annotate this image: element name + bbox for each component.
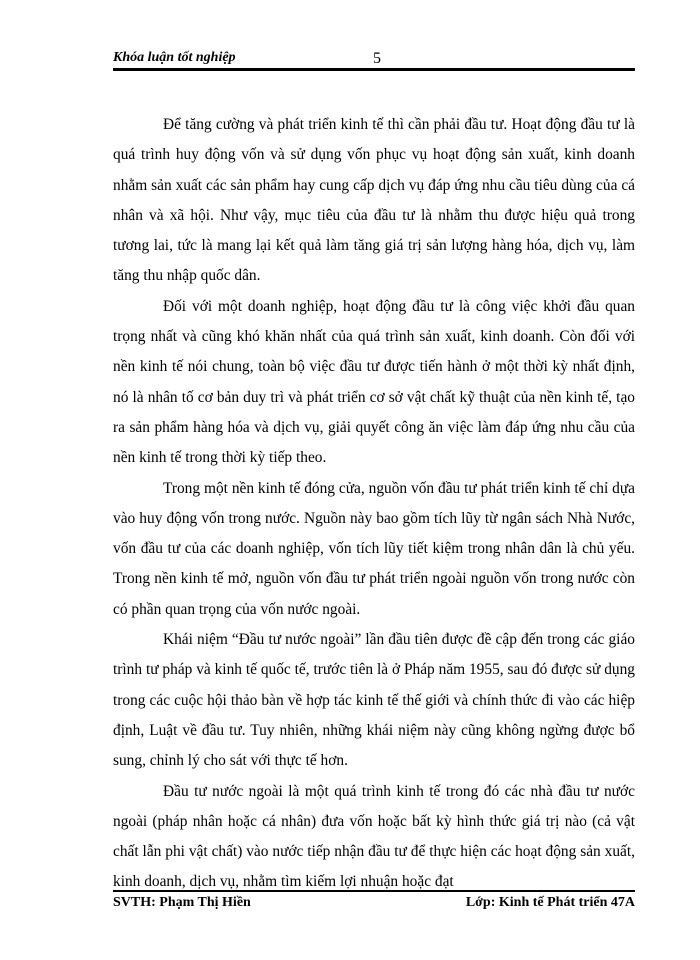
footer-class: Lớp: Kinh tế Phát triển 47A (465, 895, 635, 910)
paragraph-3: Trong một nền kinh tế đóng cửa, nguồn vốn đầu tư phát triển kinh tế chỉ dựa vào huy động vốn trong nước. Nguồn này bao gồm tích lũy từ ngân sách Nhà Nước, vốn đầu tư của các doanh nghiệp, vốn tích lũy tiết kiệm trong nhân dân là chủ yếu. Trong nền kinh tế mở, nguồn vốn đầu tư phát triển ngoài nguồn vốn trong nước còn có phần quan trọng của vốn nước ngoài. (113, 479, 635, 618)
footer-author: SVTH: Phạm Thị Hiền (113, 895, 251, 910)
paragraph-4: Khái niệm “Đầu tư nước ngoài” lần đầu tiên được đề cập đến trong các giáo trình tư pháp và kinh tế quốc tế, trước tiên là ở Pháp năm 1955, sau đó được sử dụng trong các cuộc hội thảo bàn về hợp tác kinh tế thế giới và chính thức đi vào các hiệp định, Luật về đầu tư. Tuy nhiên, những khái niệm này cũng không ngừng được bổ sung, chỉnh lý cho sát với thực tế hơn. (113, 631, 635, 770)
footer-divider (113, 890, 635, 892)
page-number: 5 (373, 50, 381, 67)
page-footer (113, 895, 635, 917)
page-header (113, 48, 635, 70)
paragraph-1: Để tăng cường và phát triển kinh tế thì cần phải đầu tư. Hoạt động đầu tư là quá trình huy động vốn và sử dụng vốn phục vụ hoạt động sản xuất, kinh doanh nhằm sản xuất các sản phẩm hay cung cấp dịch vụ đáp ứng nhu cầu tiêu dùng của cá nhân và xã hội. Như vậy, mục tiêu của đầu tư là nhằm thu được hiệu quả trong tương lai, tức là mang lại kết quả làm tăng giá trị sản lượng hàng hóa, dịch vụ, làm tăng thu nhập quốc dân. (113, 116, 635, 285)
body-text (113, 110, 635, 898)
header-divider (113, 68, 635, 71)
paragraph-2: Đối với một doanh nghiệp, hoạt động đầu tư là công việc khởi đầu quan trọng nhất và cũng khó khăn nhất của quá trình sản xuất, kinh doanh. Còn đối với nền kinh tế nói chung, toàn bộ việc đầu tư được tiến hành ở một thời kỳ nhất định, nó là nhân tố cơ bản duy trì và phát triển cơ sở vật chất kỹ thuật của nền kinh tế, tạo ra sản phẩm hàng hóa và dịch vụ, giải quyết công ăn việc làm đáp ứng nhu cầu của nền kinh tế trong thời kỳ tiếp theo. (113, 297, 635, 467)
paragraph-5: Đầu tư nước ngoài là một quá trình kinh tế trong đó các nhà đầu tư nước ngoài (pháp nhân hoặc cá nhân) đưa vốn hoặc bất kỳ hình thức giá trị nào (cả vật chất lẫn phi vật chất) vào nước tiếp nhận đầu tư để thực hiện các hoạt động sản xuất, kinh doanh, dịch vụ, nhằm tìm kiếm lợi nhuận hoặc đạt (113, 782, 635, 891)
header-title: Khóa luận tốt nghiệp (113, 50, 236, 65)
